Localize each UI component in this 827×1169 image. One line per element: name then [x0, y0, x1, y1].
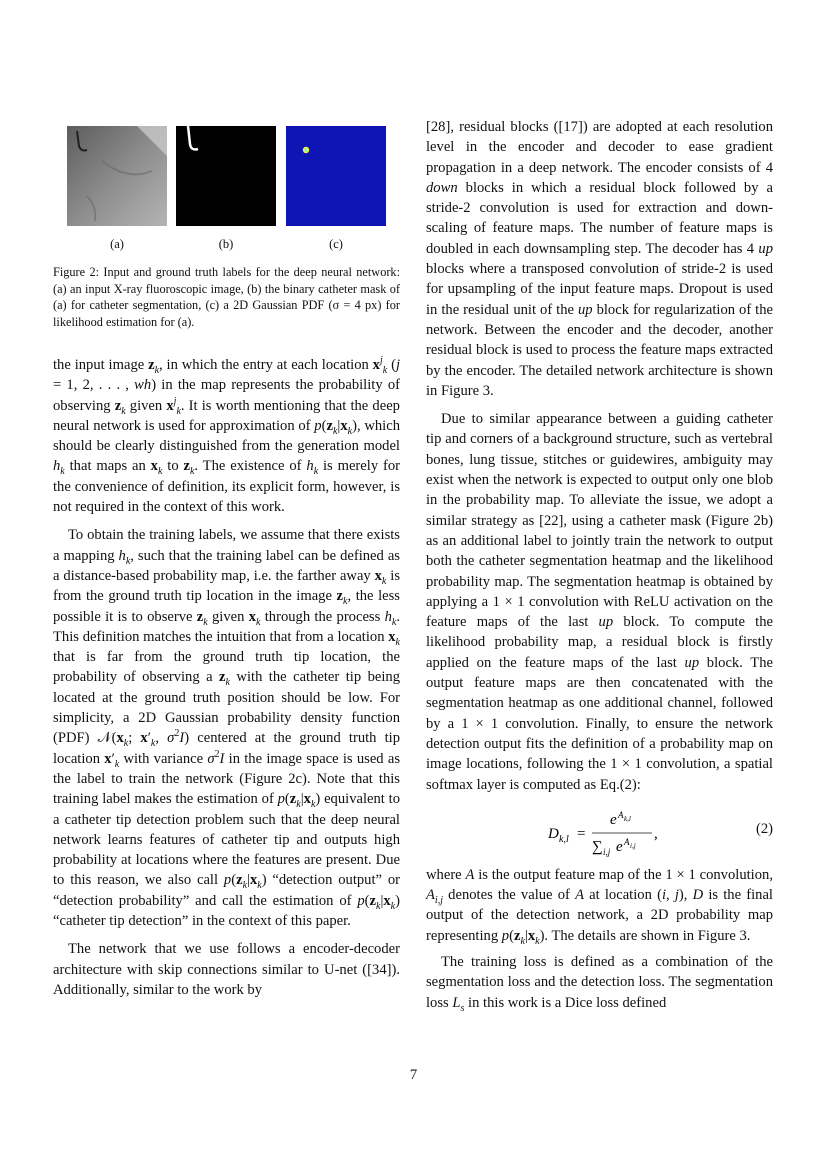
paragraph-architecture: [28], residual blocks ([17]) are adopted at each resolution level in the encoder and decoder to ease gradient propagation in a deep network. The encoder consists of 4 down blocks in which a residual block followed by a stride-2 convolution is used for extraction and down-scaling of feature maps. The number of feature maps is doubled in each downsampling step. The decoder has 4 up blocks where a transposed convolution of stride-2 is used for upsampling of the input feature maps. Dropout is used in the residual unit of the up block for regularization of the network. Between the encoder and the decoder, another residual block is used to process the feature maps extracted by the encoder. The detailed network architecture is shown in Figure 3.	[426, 119, 773, 399]
svg-text:k,l: k,l	[624, 814, 631, 823]
paragraph-training-labels: To obtain the training labels, we assume that there exists a mapping $h_k$, such that the training label can be defined as a distance-based probability map, i.e. the farther away $x_k$ is from the ground truth tip location in the image $z_k$, the less possible it is to observe $z_k$ given $x_k$ through the process $h_k$. This definition matches the intuition that from a location $x_k$ that is far from the ground truth tip location, the probability of observing a $z_k$ with the catheter tip being located at the ground truth position should be low. For simplicity, a 2D Gaussian probability density function (PDF) $𝒩(x_k$; $x'_k$, $\sigma^2I$) centered at the ground truth tip location $x'_k$ with variance $\sigma^2I$ in the image space is used as the label to train the network (Figure 2c). Note that this training label makes the estimation of $p(z_k|x_k)$ equivalent to a catheter tip detection problem such that the deep neural network learns features of catheter tip and outputs high probability at locations where the features are present. Due to this reason, we also call $p(z_k|x_k)$ “detection output” or “detection probability” and call the estimation of $p(z_k|x_k)$ “catheter tip detection” in the context of this paper.	[53, 527, 401, 930]
softmax-formula	[548, 809, 678, 859]
sublabel-c: (c)	[329, 237, 343, 251]
catheter-mask-panel	[176, 126, 276, 226]
svg-text:i,j: i,j	[630, 841, 636, 850]
paragraph-network: The network that we use follows a encoder-decoder architecture with skip connections similar to U-net ([34]). Additionally, similar to the work by	[53, 941, 400, 998]
svg-text:,: ,	[654, 825, 658, 842]
svg-text:e: e	[610, 811, 617, 828]
svg-text:i,j: i,j	[603, 846, 611, 857]
gaussian-pdf-panel	[286, 126, 386, 226]
paragraph-training-loss: The training loss is defined as a combination of the segmentation loss and the detection loss. The segmentation loss $L_s$ in this work is a Dice loss defined	[426, 953, 773, 1014]
svg-text:A: A	[624, 836, 630, 847]
svg-text:k,l: k,l	[559, 833, 569, 845]
svg-text:e: e	[616, 838, 623, 855]
svg-text:=: =	[576, 825, 587, 842]
figure-2	[53, 117, 400, 355]
svg-text:A: A	[618, 809, 624, 820]
figure-caption: Figure 2: Input and ground truth labels for the deep neural network: (a) an input X-ray fluoroscopic image, (b) the binary catheter mask of (a) for catheter segmentation, (c) a 2D Gaussian PDF (σ = 4 px) for likelihood estimation for (a).	[53, 265, 400, 330]
sublabel-a: (a)	[110, 237, 124, 251]
xray-image-panel	[67, 126, 167, 226]
svg-text:∑: ∑	[592, 838, 603, 855]
paragraph-ambiguity: Due to similar appearance between a guiding catheter tip and corners of a background structure, such as vertebral bones, lung tissue, stitches or guidewires, ambiguity may exist when the network is expected to output only one blob in the probability map. To alleviate the issue, we adopt a similar strategy as [22], using a catheter mask (Figure 2b) as an additional label to jointly train the network to output both the catheter segmentation heatmap and the likelihood probability map. The segmentation heatmap is obtained by applying a 1 × 1 convolution with ReLU activation on the feature maps of the last up block. To compute the likelihood probability map, a residual block is firstly applied on the feature maps of the last up block. The output feature maps are then concatenated with the segmentation heatmap as one additional channel, followed by a 1 × 1 convolution. Finally, to ensure the network detection output fits the definition of a probability map on image locations, following the 1 × 1 convolution, a spatial softmax layer is computed as Eq.(2):	[426, 411, 773, 793]
svg-text:D: D	[548, 825, 559, 842]
equation-number: (2)	[755, 820, 773, 837]
paragraph-map-definition: the input image $z_k$, in which the entry at each location $x^j_k$ (j = 1, 2, . . . , wh) in the map represents the probability of observing $z_k$ given $x^j_k$. It is worth mentioning that the deep neural network is used for approximation of $p(z_k|x_k)$, which should be clearly distinguished from the generation model $h_k$ that maps an $x_k$ to $z_k$. The existence of $h_k$ is merely for the convenience of definition, its explicit form, however, is not required in the context of this work.	[53, 355, 400, 516]
sublabel-b: (b)	[218, 237, 234, 251]
page-number: 7	[409, 1067, 418, 1083]
equation-2	[426, 801, 773, 861]
paragraph-equation-explanation: where A is the output feature map of the 1 × 1 convolution, $A_{i,j}$ denotes the value of A at location (i, j), D is the final output of the detection network, a 2D probability map representing $p(z_k|x_k)$. The details are shown in Figure 3.	[426, 866, 773, 947]
right-column	[426, 117, 773, 1013]
left-column	[53, 117, 400, 1000]
